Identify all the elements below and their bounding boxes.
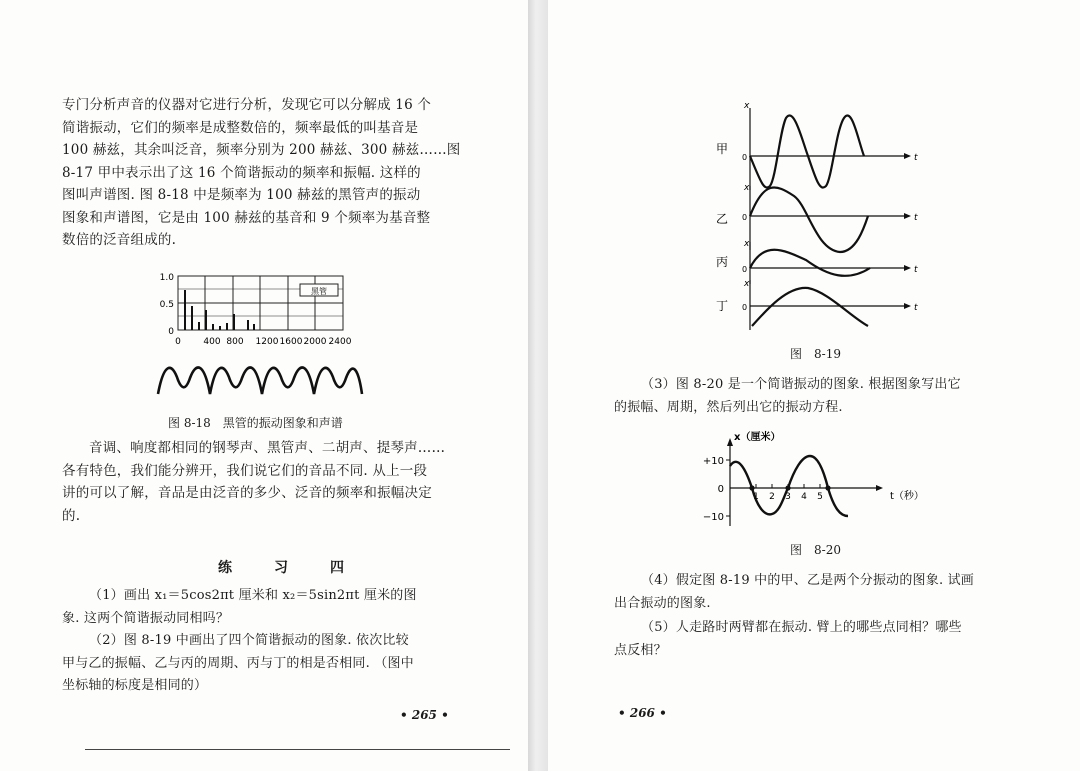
arrow-icon (904, 303, 911, 309)
text-line: 出合振动的图象. (614, 595, 711, 611)
origin-label: 0 (742, 265, 748, 274)
x-tick: 800 (226, 337, 244, 347)
text-line: 8-17 甲中表示出了这 16 个简谐振动的频率和振幅. 这样的 (62, 164, 421, 181)
arrow-icon (727, 438, 733, 446)
arrow-icon (904, 265, 911, 271)
text-line: 专门分析声音的仪器对它进行分析，发现它可以分解成 16 个 (62, 97, 432, 113)
origin-label: 0 (742, 213, 748, 222)
fig-8-20-graph (698, 428, 928, 530)
text-line: 讲的可以了解，音品是由泛音的多少、泛音的频率和振幅决定 (62, 485, 432, 501)
figure-caption: 图 8-19 (790, 347, 841, 361)
x-tick: 4 (801, 492, 807, 502)
axis-label-x: x (744, 239, 750, 249)
text-line: 象. 这两个简谐振动同相吗？ (62, 610, 230, 626)
text-line: 的振幅、周期，然后列出它的振动方程. (614, 399, 843, 415)
figure-caption: 图 8-20 (790, 543, 841, 557)
right-page (548, 0, 1080, 771)
y-tick: 0 (168, 327, 174, 337)
four-oscillation-graphs (708, 100, 928, 336)
axis-label-t: t (914, 265, 918, 275)
text-line: 数倍的泛音组成的. (62, 232, 177, 248)
book-gutter (528, 0, 548, 771)
zero-crossing-dot (785, 485, 790, 490)
text-line: （3）图 8-20 是一个简谐振动的图象. 根据图象写出它 (641, 377, 961, 392)
x-tick: 400 (203, 337, 221, 347)
y-tick: −10 (702, 512, 724, 523)
text-line: 的. (62, 507, 81, 524)
y-tick: 0 (717, 484, 724, 495)
x-tick: 2000 (303, 337, 327, 347)
y-tick: +10 (702, 456, 724, 467)
question-5 (614, 617, 962, 662)
exercise-questions (62, 585, 417, 698)
legend-label: 黑管 (311, 287, 327, 296)
y-axis-label: x（厘米） (734, 432, 781, 443)
x-tick: 5 (817, 492, 823, 502)
spectrum-chart (150, 268, 390, 350)
zero-crossing-dot (825, 485, 830, 490)
wave-yi (750, 187, 868, 252)
question-4 (614, 570, 974, 615)
arrow-icon (876, 485, 883, 491)
y-tick: 1.0 (159, 273, 174, 283)
x-tick: 0 (175, 337, 181, 347)
figure-caption: 图 8-18 黑管的振动图象和声谱 (168, 416, 343, 430)
text-line: （1）画出 x₁＝5cos2πt 厘米和 x₂＝5sin2πt 厘米的图 (89, 588, 417, 603)
question-3 (614, 374, 961, 419)
text-line: （2）图 8-19 中画出了四个简谐振动的图象. 依次比较 (89, 633, 409, 648)
x-tick: 3 (785, 492, 791, 502)
x-tick: 1 (753, 492, 759, 502)
intro-paragraph (62, 94, 460, 252)
left-page (0, 0, 528, 771)
y-tick: 0.5 (159, 300, 174, 310)
x-tick: 1600 (279, 337, 303, 347)
row-label-ding: 丁 (716, 299, 729, 313)
text-line: （4）假定图 8-19 中的甲、乙是两个分振动的图象. 试画 (641, 573, 975, 588)
x-axis-label: t（秒） (890, 491, 924, 502)
text-line: 各有特色，我们能分辨开，我们说它们的音品不同. 从上一段 (62, 462, 428, 479)
row-label-bing: 丙 (716, 255, 729, 269)
origin-label: 0 (742, 303, 748, 312)
text-line: 图象和声谱图，它是由 100 赫兹的基音和 9 个频率为基音整 (62, 209, 431, 226)
axis-label-x: x (744, 101, 750, 111)
zero-crossing-dot (749, 485, 754, 490)
text-line: 100 赫兹，其余叫泛音，频率分别为 200 赫兹、300 赫兹……图 (62, 142, 461, 158)
text-line: 简谐振动，它们的频率是成整数倍的，频率最低的叫基音是 (62, 119, 419, 136)
axis-label-t: t (914, 303, 918, 313)
arrow-icon (904, 213, 911, 219)
axis-label-t: t (914, 213, 918, 223)
text-line: （5）人走路时两臂都在振动. 臂上的哪些点同相？哪些 (641, 620, 962, 635)
waveform-curve (158, 367, 362, 394)
axis-label-x: x (744, 183, 750, 193)
wave-bing (750, 250, 870, 276)
text-line: 坐标轴的标度是相同的） (62, 678, 208, 693)
bottom-rule (85, 749, 510, 750)
x-tick: 2 (769, 492, 775, 502)
wave-jia (750, 115, 864, 187)
x-tick: 2400 (328, 337, 352, 347)
page-number: • 265 • (400, 708, 449, 722)
text-line: 点反相？ (614, 642, 667, 658)
exercise-title: 练 习 四 (218, 560, 358, 576)
clarinet-waveform (150, 360, 370, 400)
axis-label-t: t (914, 153, 918, 163)
origin-label: 0 (742, 153, 748, 162)
page-number: • 266 • (618, 706, 667, 720)
row-label-jia: 甲 (716, 142, 729, 156)
wave-ding (752, 288, 868, 326)
text-line: 音调、响度都相同的钢琴声、黑管声、二胡声、提琴声…… (89, 440, 446, 456)
row-label-yi: 乙 (716, 212, 729, 226)
text-line: 图叫声谱图. 图 8-18 中是频率为 100 赫兹的黑管声的振动 (62, 187, 421, 203)
timbre-paragraph (62, 437, 445, 527)
x-tick: 1200 (255, 337, 279, 347)
arrow-icon (904, 153, 911, 159)
axis-label-x: x (744, 279, 750, 289)
text-line: 甲与乙的振幅、乙与丙的周期、丙与丁的相是否相同. （图中 (62, 655, 414, 671)
